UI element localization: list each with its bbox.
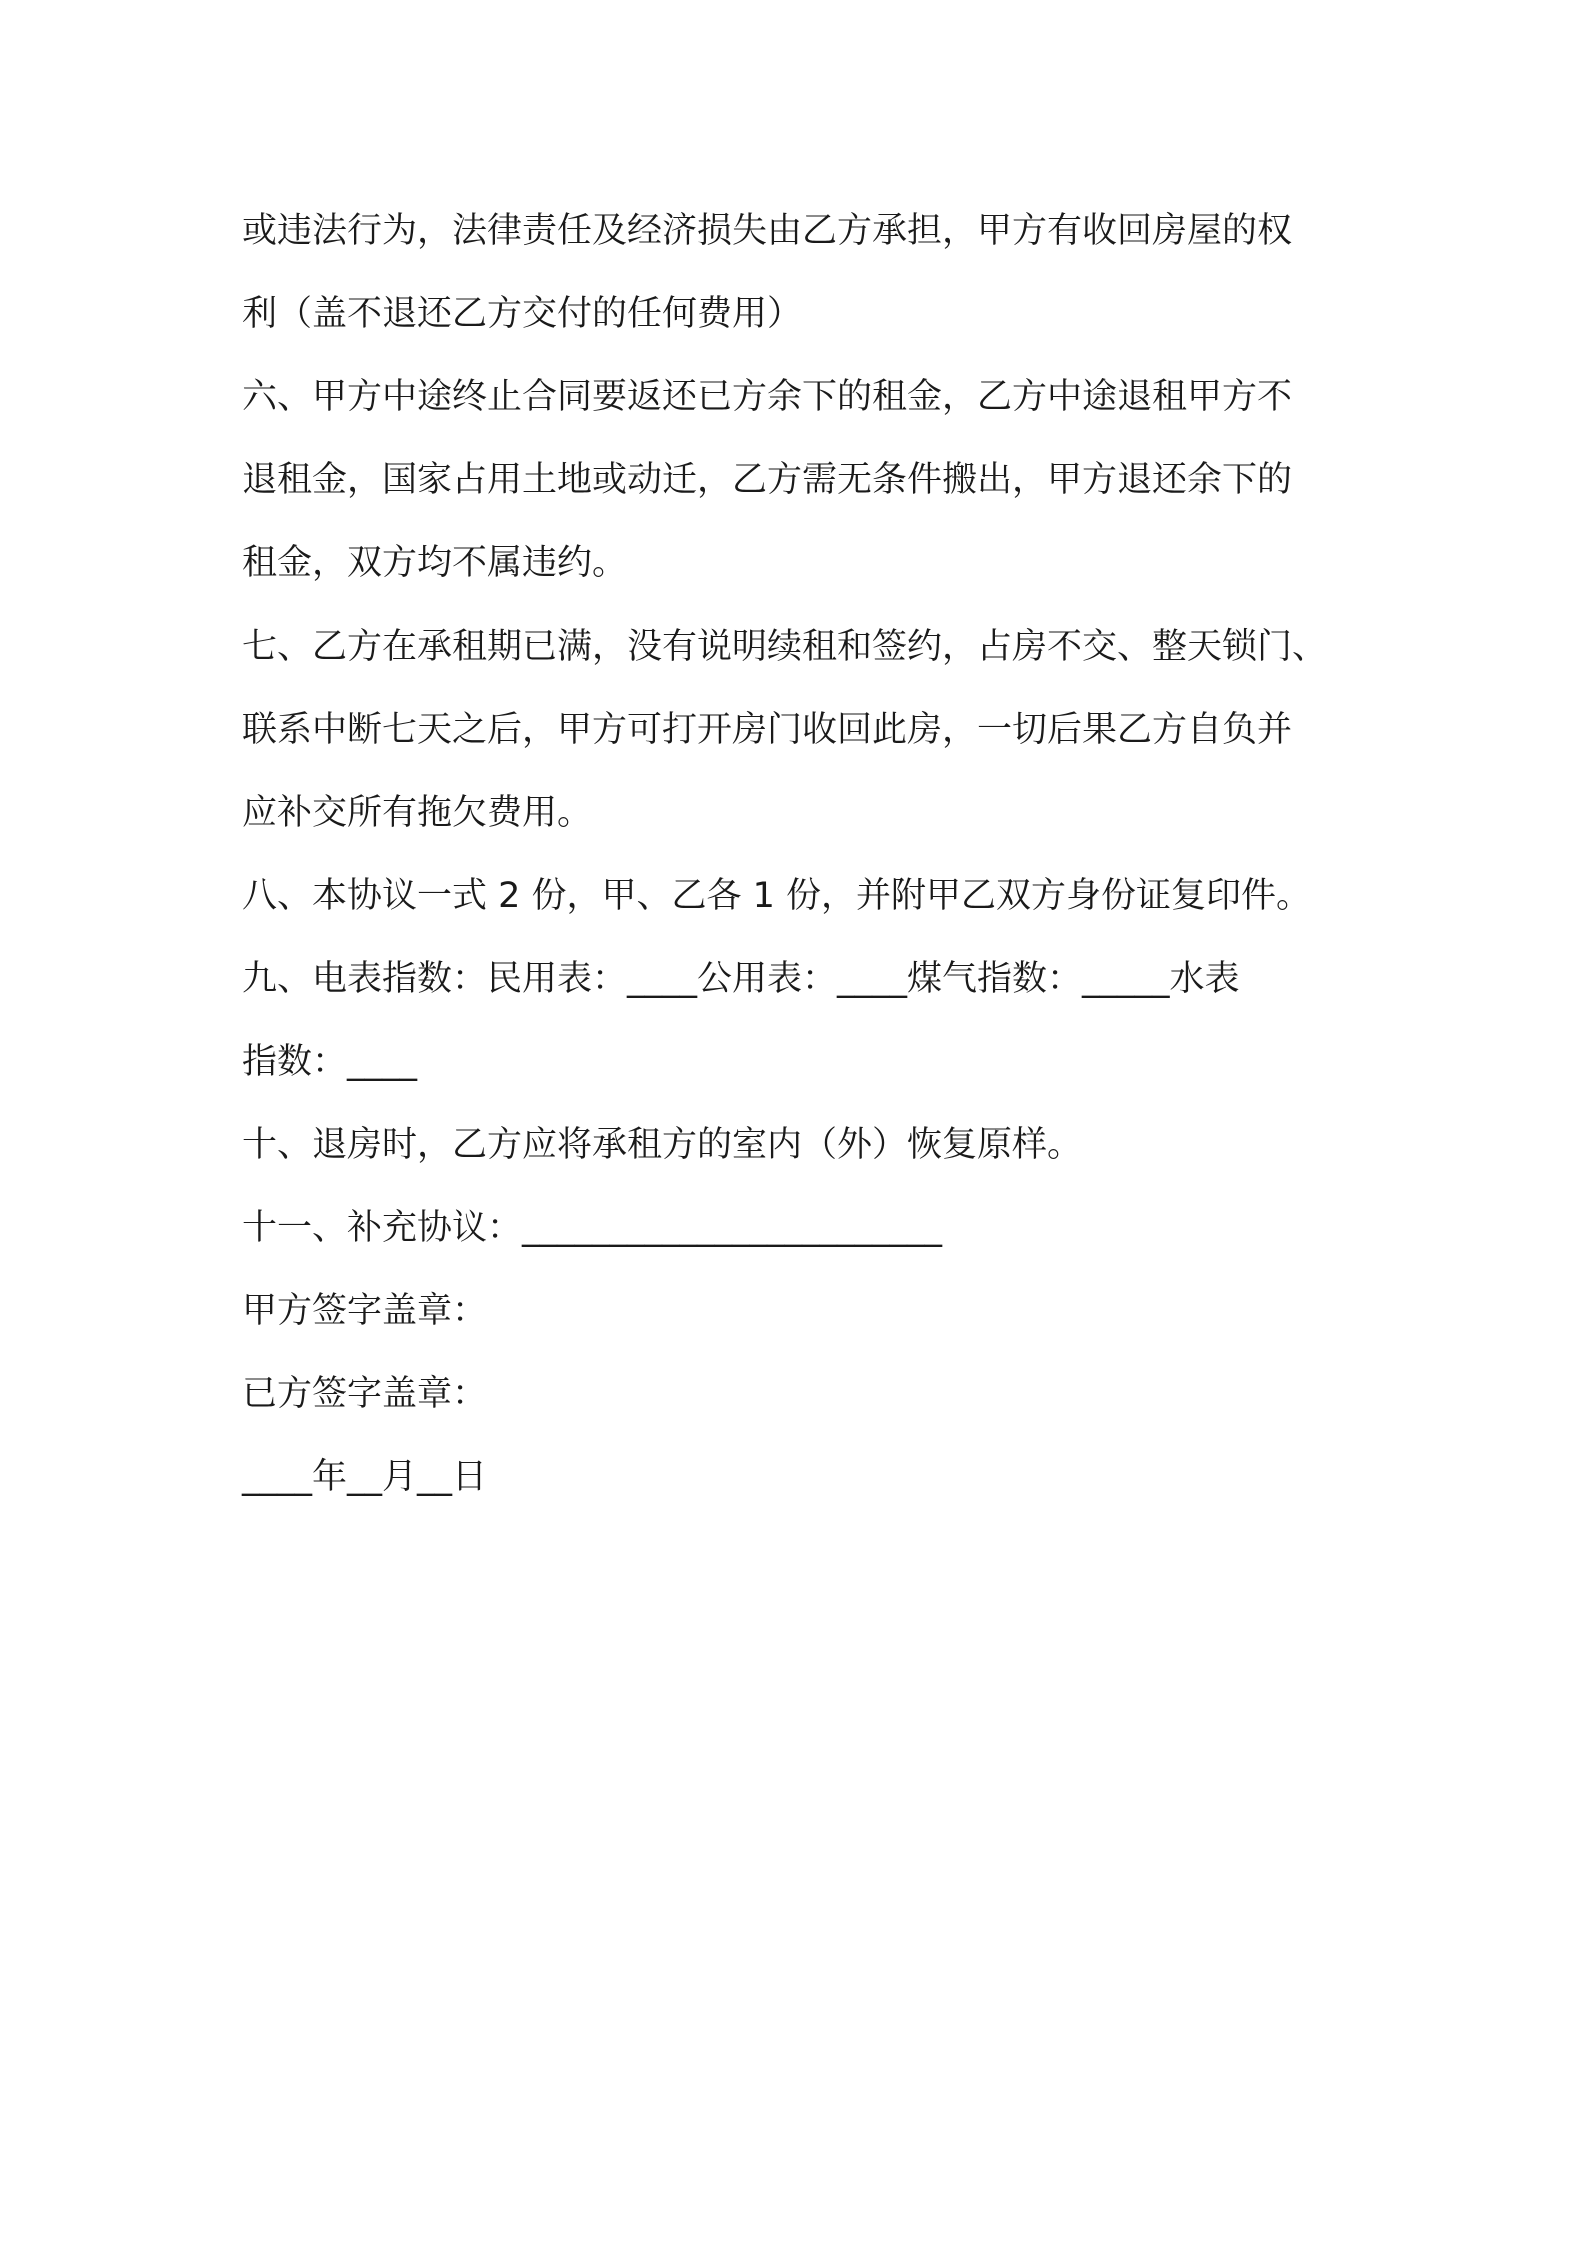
- clause-7-line-3: 应补交所有拖欠费用。: [242, 793, 593, 833]
- signing-date: ____年__月__日: [242, 1457, 488, 1497]
- clause-8: 八、本协议一式 2 份，甲、乙各 1 份，并附甲乙双方身份证复印件。: [242, 876, 1312, 916]
- clause-11: 十一、补充协议：________________________: [242, 1208, 943, 1248]
- clause-9-line-2: 指数：____: [242, 1042, 418, 1082]
- clause-10: 十、退房时，乙方应将承租方的室内（外）恢复原样。: [242, 1125, 1083, 1165]
- clause-5-line-3: 利（盖不退还乙方交付的任何费用）: [242, 294, 803, 334]
- party-a-signature: 甲方签字盖章：: [242, 1291, 488, 1331]
- clause-6-line-3: 租金，双方均不属违约。: [242, 543, 628, 583]
- party-b-signature: 已方签字盖章：: [242, 1374, 488, 1414]
- clause-5-line-2: 或违法行为，法律责任及经济损失由乙方承担，甲方有收回房屋的权: [242, 211, 1293, 251]
- clause-7-line-2: 联系中断七天之后，甲方可打开房门收回此房，一切后果乙方自负并: [242, 710, 1293, 750]
- clause-7-line-1: 七、乙方在承租期已满，没有说明续租和签约，占房不交、整天锁门、: [242, 627, 1328, 667]
- clause-6-line-2: 退租金，国家占用土地或动迁，乙方需无条件搬出，甲方退还余下的: [242, 460, 1293, 500]
- clause-9-line-1: 九、电表指数：民用表：____公用表：____煤气指数：_____水表: [242, 959, 1240, 999]
- clause-6-line-1: 六、甲方中途终止合同要返还已方余下的租金，乙方中途退租甲方不: [242, 377, 1293, 417]
